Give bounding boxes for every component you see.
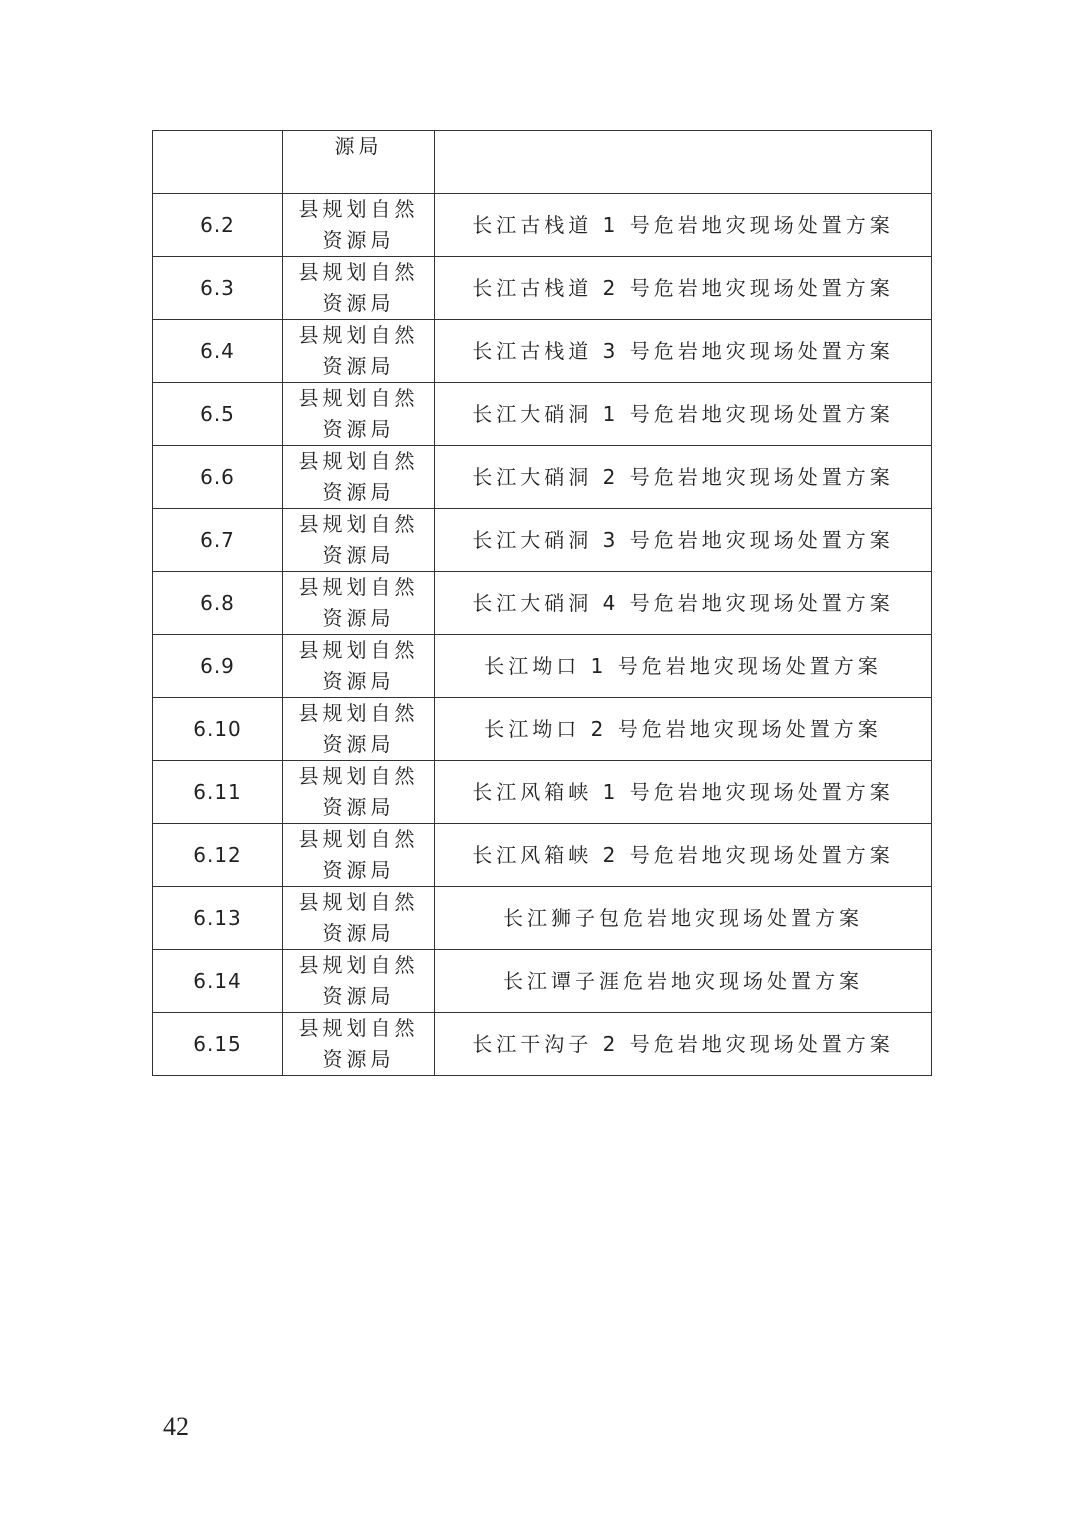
- department-text: 县规划自然资源局: [298, 953, 419, 1008]
- department-text: 源局: [334, 134, 383, 158]
- department-cell: [283, 320, 435, 383]
- table-row: [153, 635, 932, 698]
- department-text: 县规划自然资源局: [298, 512, 419, 567]
- department-cell: [283, 887, 435, 950]
- department-text: 县规划自然资源局: [298, 449, 419, 504]
- row-number-cell: 6.2: [153, 194, 283, 257]
- table-row: [153, 446, 932, 509]
- department-text: 县规划自然资源局: [298, 323, 419, 378]
- table-row: [153, 887, 932, 950]
- table-row: [153, 131, 932, 194]
- row-number-cell: 6.13: [153, 887, 283, 950]
- department-cell: [283, 950, 435, 1013]
- row-number-cell: 6.3: [153, 257, 283, 320]
- row-number-cell: 6.15: [153, 1013, 283, 1076]
- department-cell: [283, 257, 435, 320]
- department-cell: [283, 383, 435, 446]
- table-row: [153, 320, 932, 383]
- row-number-cell: 6.10: [153, 698, 283, 761]
- row-number-cell: 6.9: [153, 635, 283, 698]
- department-cell: [283, 824, 435, 887]
- department-text: 县规划自然资源局: [298, 701, 419, 756]
- table-row: [153, 572, 932, 635]
- department-cell: [283, 572, 435, 635]
- department-text: 县规划自然资源局: [298, 764, 419, 819]
- plan-cell: 长江大硝洞 4 号危岩地灾现场处置方案: [435, 572, 932, 635]
- department-text: 县规划自然资源局: [298, 827, 419, 882]
- table-row: [153, 1013, 932, 1076]
- plan-cell: 长江坳口 2 号危岩地灾现场处置方案: [435, 698, 932, 761]
- plan-table: [152, 130, 932, 1076]
- department-cell: [283, 761, 435, 824]
- department-cell: [283, 698, 435, 761]
- department-text: 县规划自然资源局: [298, 890, 419, 945]
- row-number-cell: [153, 131, 283, 194]
- table-row: [153, 698, 932, 761]
- table-row: [153, 761, 932, 824]
- page-number: 42: [163, 1412, 189, 1441]
- department-cell: [283, 446, 435, 509]
- plan-cell: 长江古栈道 3 号危岩地灾现场处置方案: [435, 320, 932, 383]
- department-text: 县规划自然资源局: [298, 638, 419, 693]
- department-cell: [283, 509, 435, 572]
- plan-cell: [435, 131, 932, 194]
- table-row: [153, 509, 932, 572]
- department-text: 县规划自然资源局: [298, 197, 419, 252]
- plan-cell: 长江古栈道 1 号危岩地灾现场处置方案: [435, 194, 932, 257]
- row-number-cell: 6.6: [153, 446, 283, 509]
- plan-cell: 长江干沟子 2 号危岩地灾现场处置方案: [435, 1013, 932, 1076]
- plan-cell: 长江古栈道 2 号危岩地灾现场处置方案: [435, 257, 932, 320]
- department-cell: [283, 635, 435, 698]
- table-row: [153, 824, 932, 887]
- plan-cell: 长江大硝洞 3 号危岩地灾现场处置方案: [435, 509, 932, 572]
- row-number-cell: 6.4: [153, 320, 283, 383]
- plan-cell: 长江坳口 1 号危岩地灾现场处置方案: [435, 635, 932, 698]
- plan-cell: 长江大硝洞 1 号危岩地灾现场处置方案: [435, 383, 932, 446]
- department-text: 县规划自然资源局: [298, 386, 419, 441]
- plan-cell: 长江大硝洞 2 号危岩地灾现场处置方案: [435, 446, 932, 509]
- plan-cell: 长江风箱峡 2 号危岩地灾现场处置方案: [435, 824, 932, 887]
- row-number-cell: 6.14: [153, 950, 283, 1013]
- table-row: [153, 383, 932, 446]
- department-text: 县规划自然资源局: [298, 575, 419, 630]
- plan-cell: 长江谭子涯危岩地灾现场处置方案: [435, 950, 932, 1013]
- table-row: [153, 194, 932, 257]
- row-number-cell: 6.7: [153, 509, 283, 572]
- department-text: 县规划自然资源局: [298, 260, 419, 315]
- plan-table-body: [153, 131, 932, 1076]
- table-row: [153, 257, 932, 320]
- department-text: 县规划自然资源局: [298, 1016, 419, 1071]
- table-row: [153, 950, 932, 1013]
- row-number-cell: 6.11: [153, 761, 283, 824]
- row-number-cell: 6.12: [153, 824, 283, 887]
- plan-cell: 长江风箱峡 1 号危岩地灾现场处置方案: [435, 761, 932, 824]
- row-number-cell: 6.8: [153, 572, 283, 635]
- department-cell: [283, 1013, 435, 1076]
- plan-cell: 长江狮子包危岩地灾现场处置方案: [435, 887, 932, 950]
- row-number-cell: 6.5: [153, 383, 283, 446]
- department-cell: [283, 131, 435, 194]
- department-cell: [283, 194, 435, 257]
